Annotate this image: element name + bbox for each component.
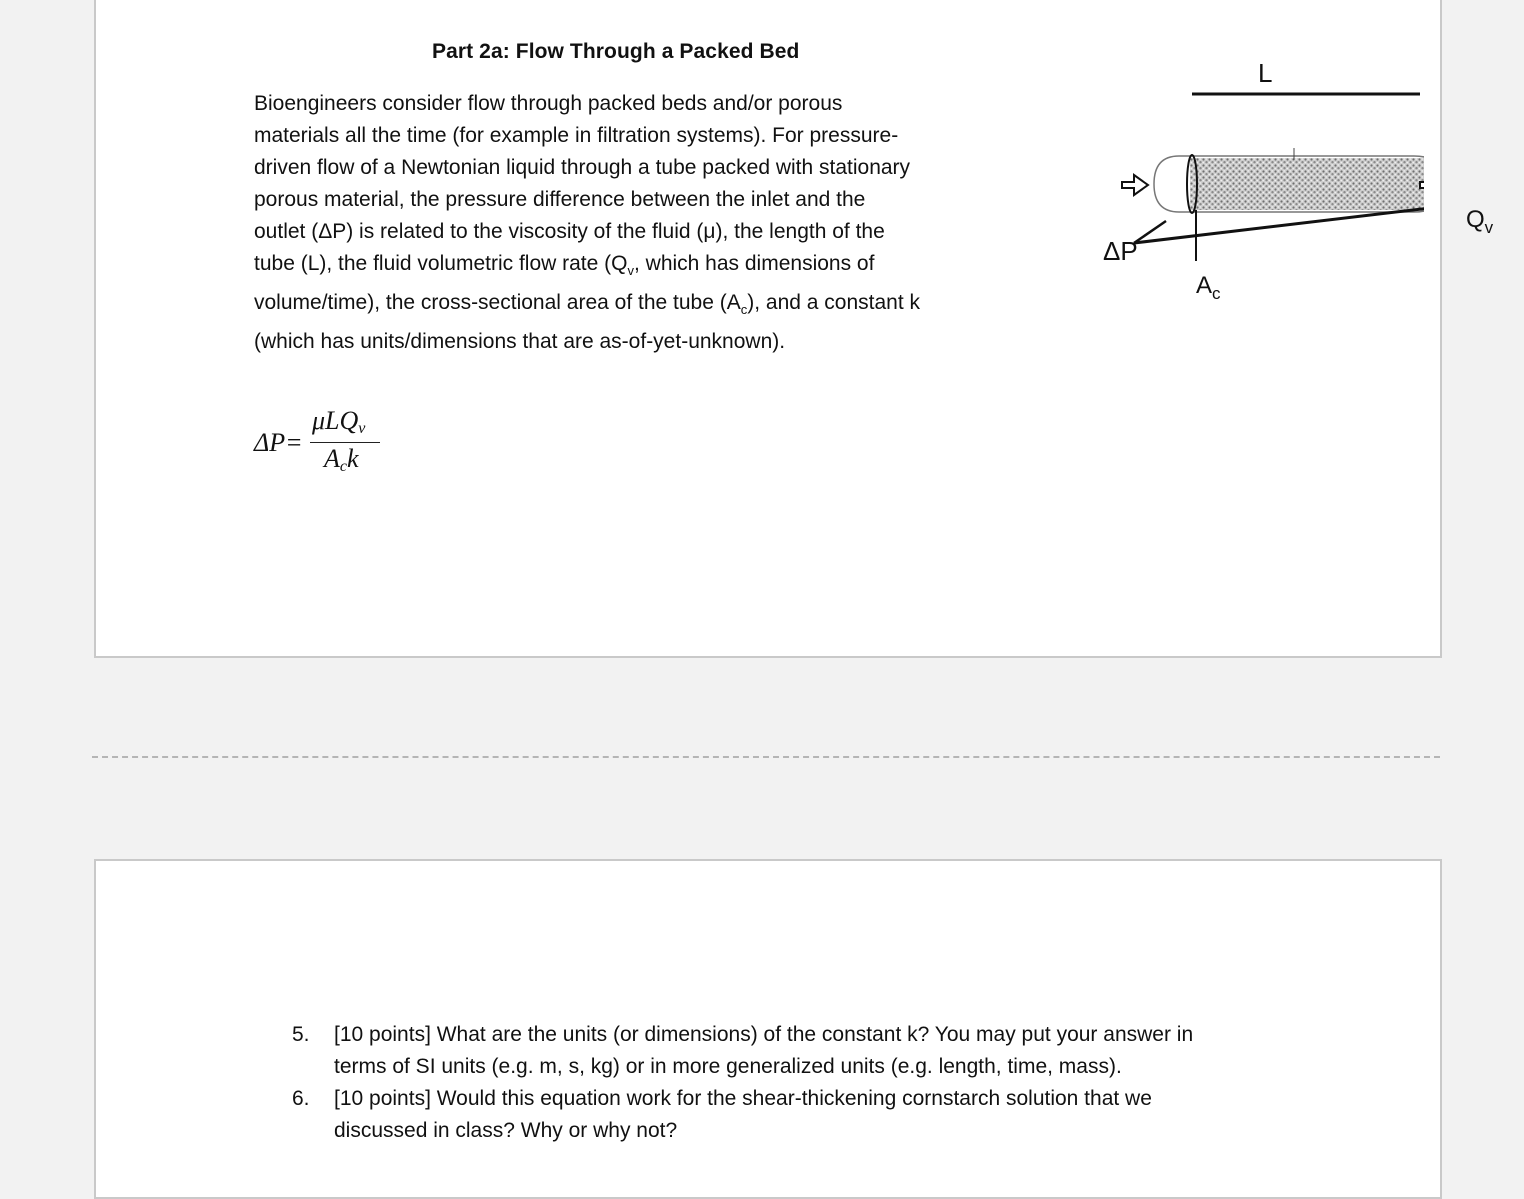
paragraph-line: tube (L), the fluid volumetric flow rate ($Q_v$, which has dimensions of <box>254 252 875 279</box>
problem-paragraph <box>254 88 984 358</box>
question-number: 5. <box>292 1023 310 1046</box>
page-break-divider <box>92 756 1440 758</box>
flow-label: $Q_v$ <box>1466 206 1494 237</box>
question-text: terms of SI units (e.g. m, s, kg) or in more generalized units (e.g. length, time, mass). <box>334 1055 1122 1078</box>
fraction-bar <box>310 442 380 443</box>
area-label: $A_c$ <box>1196 272 1221 303</box>
length-label: L <box>1258 58 1273 88</box>
packing-material <box>1190 158 1424 210</box>
question-text: discussed in class? Why or why not? <box>334 1119 678 1142</box>
paragraph-line: porous material, the pressure difference between the inlet and the <box>254 188 866 211</box>
packed-bed-diagram <box>1004 56 1494 316</box>
equation-numerator: μLQ$_v$ <box>312 406 366 437</box>
paragraph-line: volume/time), the cross-sectional area of the tube $(A_c)$, and a constant k <box>254 291 921 318</box>
pressure-leader-line <box>1134 208 1424 243</box>
section-title: Part 2a: Flow Through a Packed Bed <box>432 40 800 63</box>
paragraph-line: Bioengineers consider flow through packed beds and/or porous <box>254 92 843 115</box>
paragraph-line: (which has units/dimensions that are as-of-yet-unknown). <box>254 330 786 354</box>
document-page-1 <box>94 0 1494 658</box>
question-number: 6. <box>292 1087 310 1110</box>
paragraph-line: materials all the time (for example in filtration systems). For pressure- <box>254 124 899 147</box>
question-item <box>292 1083 1272 1147</box>
equation-lhs: ΔP= <box>254 428 303 457</box>
inlet-arrow-icon <box>1122 175 1148 195</box>
question-list <box>292 1019 1272 1147</box>
document-page-2 <box>94 859 1442 1199</box>
question-text: [10 points] Would this equation work for the shear-thickening cornstarch solution that we <box>334 1087 1152 1110</box>
pressure-label: ΔP <box>1103 236 1138 266</box>
equation-denominator: $A_ck$ <box>324 444 359 475</box>
paragraph-line: driven flow of a Newtonian liquid through a tube packed with stationary <box>254 156 911 179</box>
question-text: [10 points] What are the units (or dimensions) of the constant k? You may put your answer in <box>334 1023 1194 1046</box>
question-item <box>292 1019 1272 1083</box>
paragraph-line: outlet (ΔP) is related to the viscosity of the fluid (μ), the length of the <box>254 220 885 243</box>
